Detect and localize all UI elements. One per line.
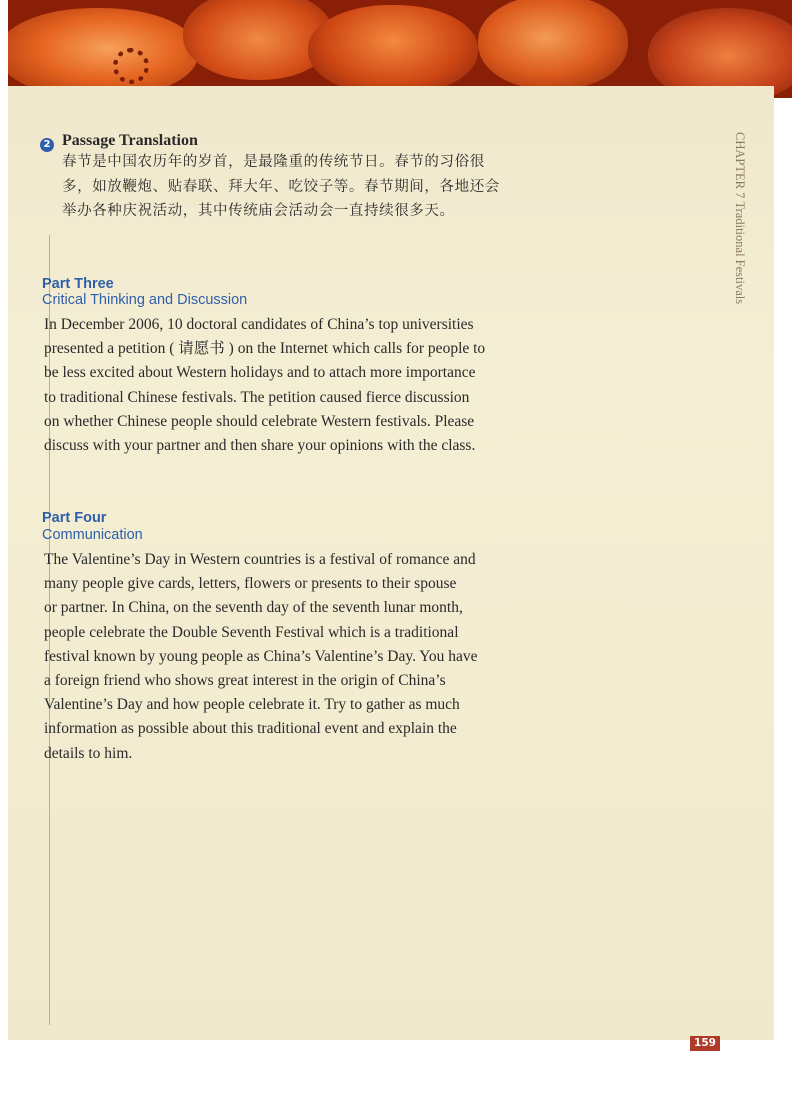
- part-four-paragraph: [44, 548, 534, 766]
- lantern-banner-image: [8, 0, 792, 98]
- paragraph-line: Valentine’s Day and how people celebrate it. Try to gather as much: [44, 696, 460, 714]
- part-four-subtitle: Communication: [42, 527, 143, 543]
- paragraph-line: or partner. In China, on the seventh day of the seventh lunar month,: [44, 599, 463, 617]
- paragraph-line: on whether Chinese people should celebrate Western festivals. Please: [44, 412, 475, 430]
- part-three-paragraph: [44, 313, 534, 458]
- paragraph-line: presented a petition ( 请愿书 ) on the Internet which calls for people to: [44, 340, 486, 358]
- paragraph-line: information as possible about this traditional event and explain the: [44, 720, 457, 738]
- part-three-title: Part Three: [42, 276, 114, 292]
- section-number-badge: 2: [40, 138, 54, 152]
- part-four-title: Part Four: [42, 510, 107, 526]
- paragraph-line: to traditional Chinese festivals. The petition caused fierce discussion: [44, 388, 470, 406]
- paragraph-line: discuss with your partner and then share your opinions with the class.: [44, 437, 476, 455]
- lantern-image: [8, 8, 198, 98]
- part-three-subtitle: Critical Thinking and Discussion: [42, 292, 248, 308]
- paragraph-line: The Valentine’s Day in Western countries is a festival of romance and: [44, 551, 476, 568]
- chapter-running-head: [732, 132, 747, 304]
- paragraph-line: details to him.: [44, 744, 133, 762]
- paragraph-line: festival known by young people as China’s Valentine’s Day. You have: [44, 647, 478, 665]
- chinese-line: 多，如放鞭炮、贴春联、拜大年、吃饺子等。春节期间，各地还会: [62, 178, 500, 195]
- chapter-title: Traditional Festivals: [733, 201, 747, 305]
- lantern-ornament-icon: [113, 48, 149, 84]
- chapter-label: CHAPTER 7: [733, 132, 747, 199]
- chinese-line: 举办各种庆祝活动，其中传统庙会活动会一直持续很多天。: [62, 203, 455, 219]
- paragraph-line: a foreign friend who shows great interest in the origin of China’s: [44, 672, 446, 690]
- paragraph-line: people celebrate the Double Seventh Festival which is a traditional: [44, 623, 459, 641]
- paragraph-line: be less excited about Western holidays and to attach more importance: [44, 364, 476, 382]
- chinese-passage: [62, 150, 542, 224]
- lantern-image: [308, 5, 478, 95]
- page-number: 159: [690, 1036, 720, 1051]
- chinese-line: 春节是中国农历年的岁首，是最隆重的传统节日。春节的习俗很: [62, 154, 485, 170]
- lantern-image: [478, 0, 628, 90]
- paragraph-line: many people give cards, letters, flowers or presents to their spouse: [44, 575, 457, 593]
- section-title: Passage Translation: [62, 132, 198, 149]
- lantern-image: [648, 8, 792, 98]
- paragraph-line: In December 2006, 10 doctoral candidates of China’s top universities: [44, 316, 474, 333]
